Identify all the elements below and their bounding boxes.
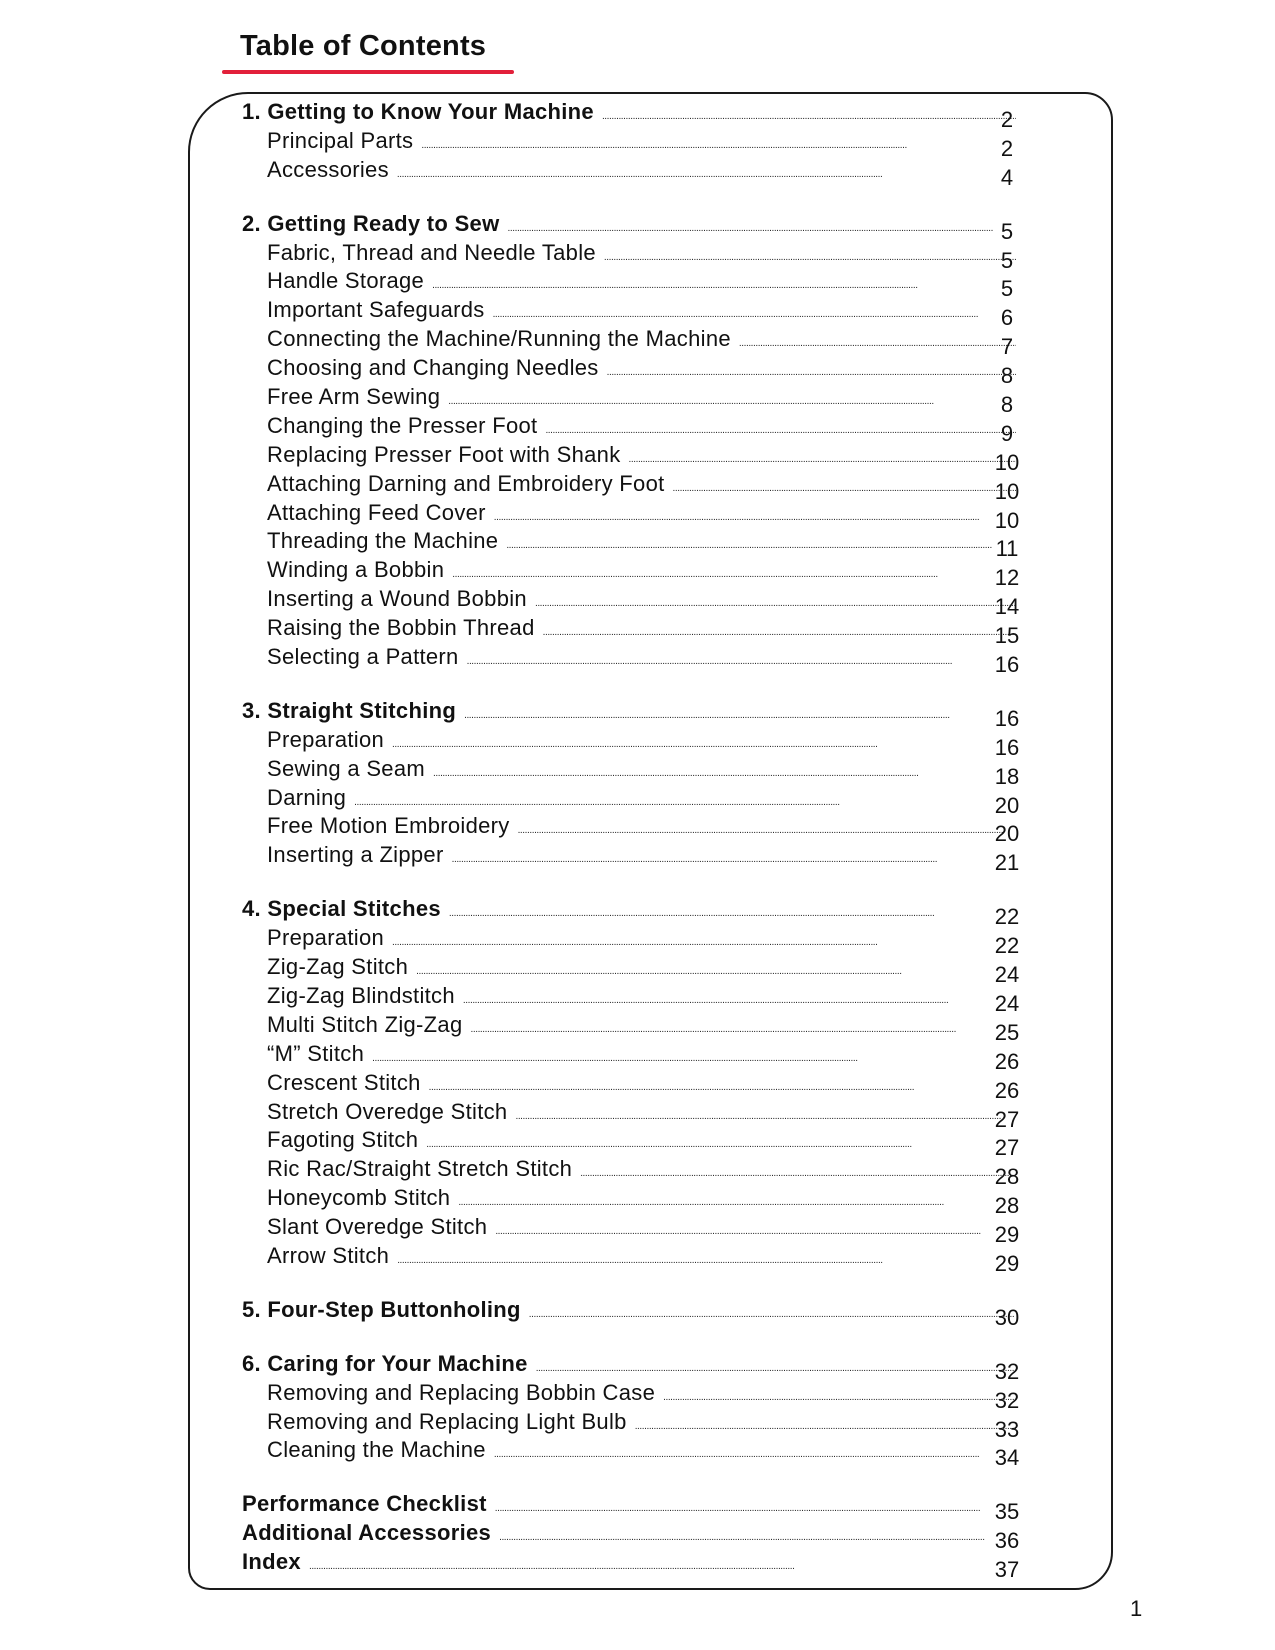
toc-section-entry[interactable] — [242, 1519, 1022, 1554]
toc-entry-page-number: 16 — [994, 705, 1020, 731]
dot-leader — [529, 1296, 1016, 1330]
toc-subsection-entry[interactable] — [242, 325, 1022, 360]
toc-entry-label: Winding a Bobbin — [267, 557, 445, 583]
toc-section-entry[interactable] — [242, 1490, 1022, 1525]
toc-entry-page-number: 12 — [994, 565, 1020, 591]
toc-entry-page-number: 10 — [994, 478, 1020, 504]
toc-entry-page-number: 14 — [994, 594, 1020, 620]
toc-entry-page-number: 7 — [1000, 334, 1014, 360]
toc-entry-label: 3. Straight Stitching — [242, 697, 457, 723]
toc-entry-page-number: 16 — [994, 652, 1020, 678]
toc-entry-label: Free Motion Embroidery — [267, 813, 510, 839]
toc-subsection-entry[interactable] — [242, 1436, 1022, 1471]
toc-entry-page-number: 35 — [994, 1499, 1020, 1525]
toc-entry-page-number: 15 — [994, 623, 1020, 649]
toc-subsection-entry[interactable] — [242, 614, 1022, 649]
toc-entry-page-number: 8 — [1000, 392, 1014, 418]
toc-entry-label: 4. Special Stitches — [242, 896, 441, 922]
page-title: Table of Contents — [240, 30, 487, 62]
dot-leader — [452, 841, 1016, 875]
toc-subsection-entry[interactable] — [242, 354, 1022, 389]
toc-entry-page-number: 28 — [994, 1164, 1020, 1190]
toc-entry-page-number: 10 — [994, 449, 1020, 475]
toc-entry-label: Raising the Bobbin Thread — [267, 615, 535, 641]
toc-entry-label: Removing and Replacing Light Bulb — [267, 1408, 627, 1434]
toc-entry-page-number: 22 — [994, 933, 1020, 959]
toc-entry-label: Important Safeguards — [267, 297, 485, 323]
toc-entry-page-number: 32 — [994, 1387, 1020, 1413]
toc-entry-page-number: 34 — [994, 1445, 1020, 1471]
toc-entry-page-number: 8 — [1000, 363, 1014, 389]
toc-entry-page-number: 6 — [1000, 305, 1014, 331]
toc-subsection-entry[interactable] — [242, 556, 1022, 591]
dot-leader — [397, 156, 1016, 190]
toc-subsection-entry[interactable] — [242, 1213, 1022, 1248]
toc-entry-page-number: 9 — [1000, 420, 1014, 446]
dot-leader — [397, 1242, 1016, 1276]
toc-entry-label: 6. Caring for Your Machine — [242, 1350, 528, 1376]
toc-subsection-entry[interactable] — [242, 585, 1022, 620]
toc-entry-label: Accessories — [267, 156, 389, 182]
toc-entry-label: Removing and Replacing Bobbin Case — [267, 1379, 656, 1405]
toc-subsection-entry[interactable] — [242, 296, 1022, 331]
toc-entry-label: 2. Getting Ready to Sew — [242, 210, 500, 236]
toc-entry-label: 1. Getting to Know Your Machine — [242, 99, 594, 124]
toc-subsection-entry[interactable] — [242, 412, 1022, 446]
toc-entry-page-number: 20 — [994, 821, 1020, 847]
toc-entry-label: Darning — [267, 784, 347, 810]
toc-entry-page-number: 25 — [994, 1019, 1020, 1045]
toc-entry-page-number: 29 — [994, 1250, 1020, 1276]
toc-subsection-entry[interactable] — [242, 784, 1022, 818]
toc-entry-page-number: 28 — [994, 1193, 1020, 1219]
toc-subsection-entry[interactable] — [242, 924, 1022, 959]
toc-entry-page-number: 11 — [995, 536, 1019, 562]
toc-subsection-entry[interactable] — [242, 643, 1022, 678]
dot-leader — [467, 643, 1016, 677]
toc-entry-page-number: 36 — [994, 1528, 1020, 1554]
toc-section-entry[interactable] — [242, 1548, 1022, 1583]
toc-subsection-entry[interactable] — [242, 383, 1022, 418]
toc-section-entry[interactable] — [242, 210, 1022, 244]
toc-entry-page-number: 27 — [994, 1106, 1020, 1132]
toc-entry-page-number: 16 — [994, 734, 1020, 760]
toc-list — [242, 98, 1022, 1583]
toc-entry-label: Connecting the Machine/Running the Machine — [267, 326, 731, 352]
toc-entry-label: Ric Rac/Straight Stretch Stitch — [267, 1156, 573, 1182]
toc-entry-page-number: 24 — [994, 990, 1020, 1016]
toc-section-entry[interactable] — [242, 697, 1022, 731]
toc-entry-label: Cleaning the Machine — [267, 1437, 486, 1463]
toc-entry-label: Principal Parts — [267, 127, 414, 153]
toc-entry-label: 5. Four-Step Buttonholing — [242, 1296, 521, 1322]
toc-entry-label: Choosing and Changing Needles — [267, 355, 599, 381]
toc-entry-label: “M” Stitch — [267, 1040, 365, 1066]
toc-subsection-entry[interactable] — [242, 267, 1022, 302]
toc-entry-label: Slant Overedge Stitch — [267, 1214, 488, 1240]
toc-entry-label: Attaching Feed Cover — [267, 499, 486, 525]
toc-entry-label: Inserting a Zipper — [267, 842, 444, 868]
dot-leader — [494, 1436, 1016, 1470]
toc-entry-page-number: 2 — [1000, 135, 1014, 161]
toc-entry-page-number: 5 — [1000, 247, 1014, 273]
toc-entry-label: Inserting a Wound Bobbin — [267, 586, 527, 612]
toc-entry-page-number: 22 — [994, 904, 1020, 930]
toc-subsection-entry[interactable] — [242, 499, 1022, 533]
toc-subsection-entry[interactable] — [242, 1011, 1022, 1045]
toc-entry-label: Changing the Presser Foot — [267, 412, 538, 438]
toc-entry-label: Arrow Stitch — [267, 1242, 390, 1268]
toc-subsection-entry[interactable] — [242, 1126, 1022, 1161]
toc-section-entry[interactable] — [242, 895, 1022, 930]
toc-subsection-entry[interactable] — [242, 1098, 1022, 1132]
toc-subsection-entry[interactable] — [242, 127, 1022, 161]
toc-entry-page-number: 5 — [1000, 276, 1014, 302]
page-number: 1 — [1130, 1596, 1143, 1621]
toc-entry-page-number: 26 — [994, 1048, 1020, 1074]
toc-entry-label: Preparation — [267, 726, 385, 752]
toc-subsection-entry[interactable] — [242, 441, 1022, 475]
toc-entry-label: Performance Checklist — [242, 1491, 487, 1517]
toc-subsection-entry[interactable] — [242, 1069, 1022, 1103]
toc-entry-page-number: 10 — [994, 507, 1020, 533]
toc-entry-label: Handle Storage — [267, 268, 425, 294]
toc-subsection-entry[interactable] — [242, 1155, 1022, 1190]
toc-entry-page-number: 18 — [994, 763, 1020, 789]
toc-subsection-entry[interactable] — [242, 953, 1022, 988]
title-underline — [222, 70, 514, 74]
toc-subsection-entry[interactable] — [242, 1408, 1022, 1442]
toc-entry-label: Selecting a Pattern — [267, 644, 459, 670]
toc-subsection-entry[interactable] — [242, 841, 1022, 876]
toc-entry-label: Fabric, Thread and Needle Table — [267, 239, 596, 265]
toc-entry-label: Attaching Darning and Embroidery Foot — [267, 470, 665, 496]
toc-subsection-entry[interactable] — [242, 1040, 1022, 1074]
toc-subsection-entry[interactable] — [242, 755, 1022, 789]
toc-entry-label: Zig-Zag Blindstitch — [267, 982, 455, 1008]
toc-entry-page-number: 26 — [994, 1077, 1020, 1103]
dot-leader — [309, 1548, 1016, 1582]
toc-entry-page-number: 20 — [994, 792, 1020, 818]
toc-entry-page-number: 33 — [994, 1416, 1020, 1442]
toc-entry-page-number: 32 — [994, 1358, 1020, 1384]
toc-entry-page-number: 5 — [1000, 218, 1014, 244]
toc-subsection-entry[interactable] — [242, 726, 1022, 760]
toc-entry-page-number: 27 — [994, 1135, 1020, 1161]
toc-entry-page-number: 37 — [994, 1557, 1020, 1583]
toc-entry-label: Index — [242, 1549, 301, 1575]
toc-subsection-entry[interactable] — [242, 982, 1022, 1016]
toc-entry-page-number: 29 — [994, 1222, 1020, 1248]
toc-entry-label: Multi Stitch Zig-Zag — [267, 1011, 463, 1037]
toc-entry-label: Sewing a Seam — [267, 755, 425, 781]
toc-entry-label: Crescent Stitch — [267, 1069, 421, 1095]
toc-subsection-entry[interactable] — [242, 812, 1022, 847]
toc-entry-page-number: 2 — [1000, 107, 1014, 132]
toc-entry-label: Free Arm Sewing — [267, 384, 441, 410]
toc-subsection-entry[interactable] — [242, 239, 1022, 273]
toc-subsection-entry[interactable] — [242, 527, 1022, 562]
toc-entry-label: Replacing Presser Foot with Shank — [267, 441, 621, 467]
toc-entry-page-number: 21 — [994, 850, 1020, 876]
toc-entry-label: Preparation — [267, 925, 385, 951]
toc-entry-label: Fagoting Stitch — [267, 1127, 419, 1153]
toc-subsection-entry[interactable] — [242, 470, 1022, 504]
toc-entry-label: Additional Accessories — [242, 1520, 492, 1546]
toc-entry-label: Threading the Machine — [267, 528, 499, 554]
toc-section-entry[interactable] — [242, 1296, 1022, 1330]
toc-subsection-entry[interactable] — [242, 1184, 1022, 1219]
toc-entry-page-number: 4 — [1000, 164, 1014, 190]
toc-subsection-entry[interactable] — [242, 156, 1022, 190]
toc-section-entry[interactable] — [242, 1350, 1022, 1384]
toc-entry-label: Honeycomb Stitch — [267, 1185, 451, 1211]
toc-entry-page-number: 24 — [994, 962, 1020, 988]
toc-entry-page-number: 30 — [994, 1304, 1020, 1330]
toc-subsection-entry[interactable] — [242, 1379, 1022, 1413]
toc-subsection-entry[interactable] — [242, 1242, 1022, 1276]
toc-section-entry[interactable] — [242, 98, 1022, 132]
toc-entry-label: Stretch Overedge Stitch — [267, 1098, 508, 1124]
toc-entry-label: Zig-Zag Stitch — [267, 954, 409, 980]
